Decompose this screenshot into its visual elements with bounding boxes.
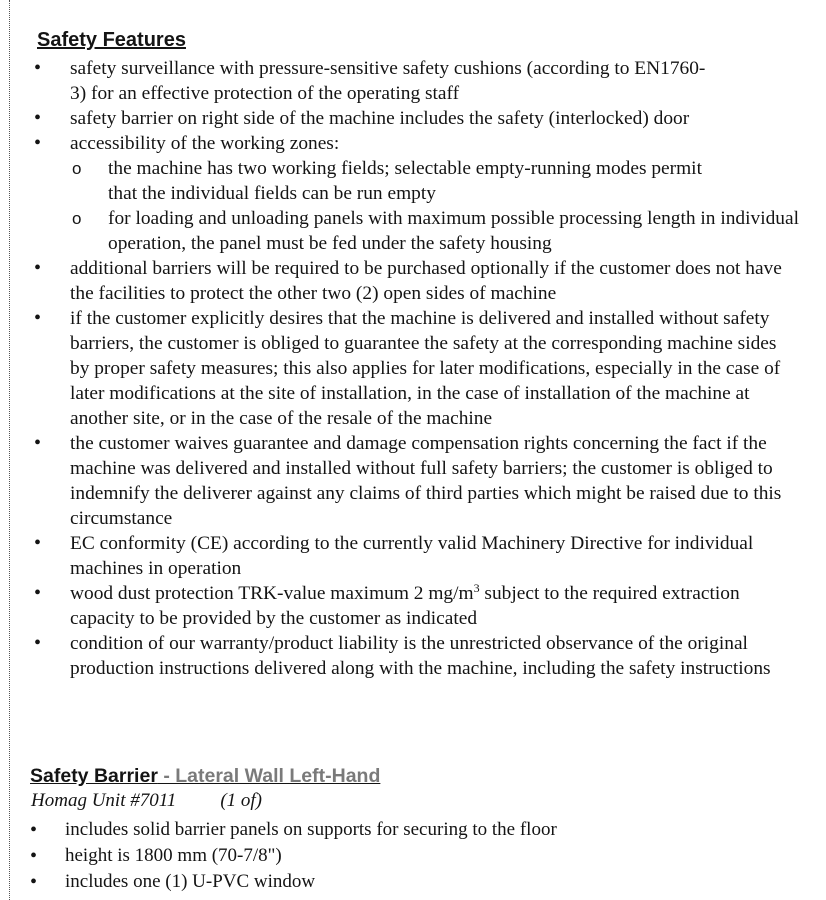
- list-item: • the customer waives guarantee and damage compensation rights concerning the fact if the machine was delivered and installed without full safety barriers; the customer is obliged to indemnify the deliverer against any claims of third parties which might be raised due to this circumstance: [0, 431, 800, 531]
- safety-features-list: [0, 56, 800, 681]
- list-item: • if the customer explicitly desires that the machine is delivered and installed without safety barriers, the customer is obliged to guarantee the safety at the corresponding machine sides by proper safety measures; this also applies for later modifications, especially in the case of later modifications at the site of installation, in the case of installation of the machine at another site, or in the case of the resale of the machine: [0, 306, 800, 431]
- list-item: • EC conformity (CE) according to the currently valid Machinery Directive for individual machines in operation: [0, 531, 770, 581]
- list-item: • safety surveillance with pressure-sensitive safety cushions (according to EN1760-3) for an effective protection of the operating staff: [0, 56, 710, 106]
- list-item: • safety barrier on right side of the machine includes the safety (interlocked) door: [0, 106, 800, 131]
- section-heading-safety-barrier: Safety Barrier - Lateral Wall Left-Hand: [30, 765, 381, 787]
- list-item: • additional barriers will be required to be purchased optionally if the customer does not have the facilities to protect the other two (2) open sides of machine: [0, 256, 800, 306]
- list-item: • wood dust protection TRK-value maximum 2 $mg/m^3$ subject to the required extraction capacity to be provided by the customer as indicated: [0, 581, 800, 631]
- sub-list-item: o the machine has two working fields; selectable empty-running modes permit that the individual fields can be run empty: [70, 156, 728, 206]
- list-item: • accessibility of the working zones: o the machine has two working fields; selectable empty-running modes permit that the individual fields can be run empty o for loading and unloading panels with maximum possible processing length in individual operation, the panel must be fed under the safety housing: [0, 131, 800, 256]
- sub-list-item: o for loading and unloading panels with maximum possible processing length in individual operation, the panel must be fed under the safety housing: [70, 206, 800, 256]
- list-item: • height is 1800 mm (70-7/8"): [0, 843, 800, 869]
- section-heading-safety-features: Safety Features: [37, 29, 186, 51]
- list-item: • includes solid barrier panels on supports for securing to the floor: [0, 817, 800, 843]
- superscript: 3: [473, 581, 480, 595]
- unit-number: Homag Unit #7011: [31, 790, 177, 811]
- working-zones-sublist: [70, 156, 800, 256]
- list-item: • condition of our warranty/product liability is the unrestricted observance of the original production instructions delivered along with the machine, including the safety instructions: [0, 631, 800, 681]
- list-item: • includes one (1) U-PVC window: [0, 869, 800, 895]
- safety-barrier-list: [0, 817, 800, 895]
- unit-quantity: (1 of): [220, 790, 262, 811]
- unit-line: [31, 790, 262, 812]
